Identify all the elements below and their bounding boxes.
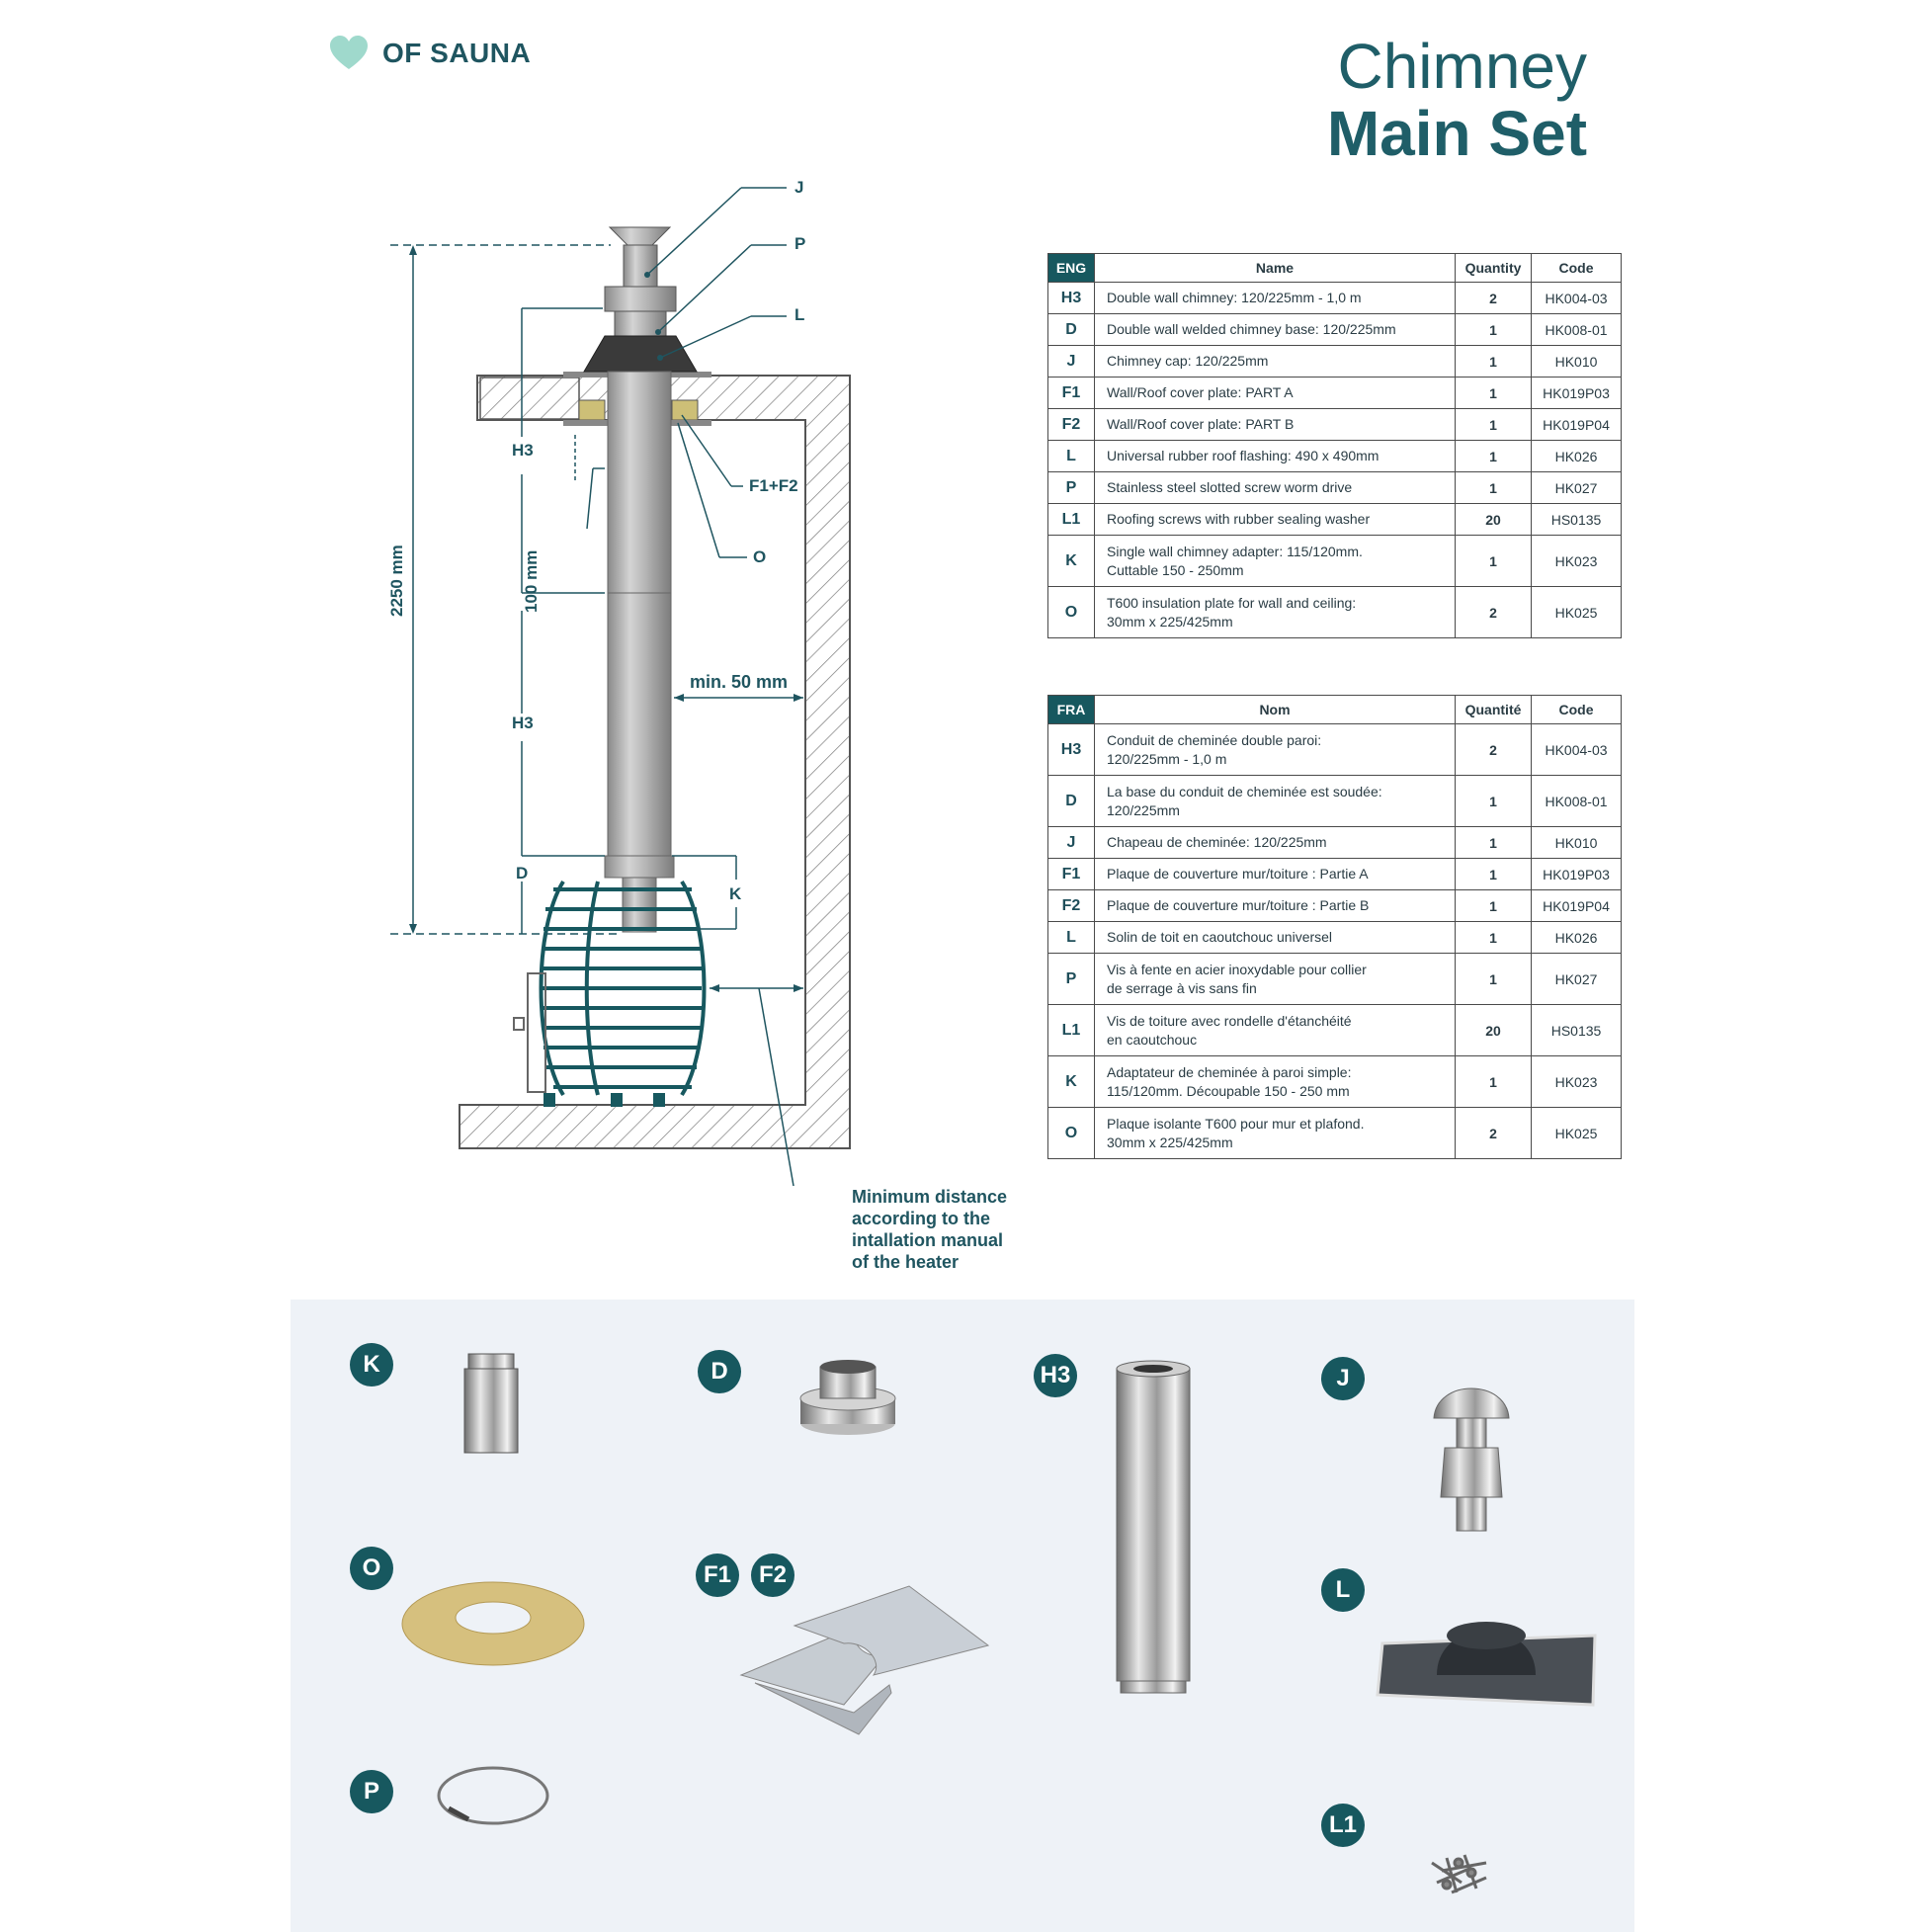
part-quantity: 2	[1456, 587, 1532, 638]
part-quantity: 20	[1456, 1005, 1532, 1056]
part-name	[1095, 1005, 1456, 1056]
part-name-line: 30mm x 225/425mm	[1107, 1134, 1233, 1150]
table-row	[1048, 890, 1622, 922]
table-header-row	[1048, 254, 1622, 283]
col-code: Code	[1532, 254, 1622, 283]
product-code: HS0135	[1532, 504, 1622, 536]
part-quantity: 1	[1456, 314, 1532, 346]
part-name	[1095, 1056, 1456, 1108]
part-name	[1095, 378, 1456, 409]
part-quantity: 1	[1456, 536, 1532, 587]
label-d: D	[516, 864, 529, 882]
part-code: D	[1048, 776, 1095, 827]
label-f1f2: F1+F2	[749, 476, 798, 495]
product-code: HK019P04	[1532, 890, 1622, 922]
product-code: HK025	[1532, 587, 1622, 638]
table-row	[1048, 776, 1622, 827]
part-code: O	[1048, 1108, 1095, 1159]
table-row	[1048, 1005, 1622, 1056]
part-code: F2	[1048, 890, 1095, 922]
badge-p: P	[350, 1770, 393, 1813]
part-j-image	[1434, 1388, 1509, 1531]
part-quantity: 1	[1456, 922, 1532, 954]
table-row	[1048, 378, 1622, 409]
part-code: K	[1048, 1056, 1095, 1108]
product-code: HK019P03	[1532, 378, 1622, 409]
label-l: L	[794, 305, 805, 324]
product-code: HK019P04	[1532, 409, 1622, 441]
part-name	[1095, 922, 1456, 954]
part-code: F2	[1048, 409, 1095, 441]
part-code: P	[1048, 954, 1095, 1005]
part-name	[1095, 346, 1456, 378]
product-code: HK008-01	[1532, 776, 1622, 827]
part-d-image	[800, 1360, 895, 1435]
part-o-image	[402, 1582, 584, 1665]
parts-table-eng	[1047, 253, 1622, 638]
part-name	[1095, 1108, 1456, 1159]
page-title-line1: Chimney	[1337, 31, 1587, 102]
part-code: P	[1048, 472, 1095, 504]
part-name	[1095, 283, 1456, 314]
label-h3-top: H3	[512, 441, 534, 460]
col-name: Name	[1095, 254, 1456, 283]
part-name	[1095, 827, 1456, 859]
part-p-image	[439, 1768, 547, 1823]
heart-icon	[329, 36, 369, 71]
part-name-line: Vis à fente en acier inoxydable pour collier	[1107, 961, 1367, 977]
part-code: F1	[1048, 859, 1095, 890]
part-quantity: 1	[1456, 859, 1532, 890]
part-name-line: Cuttable 150 - 250mm	[1107, 561, 1244, 578]
part-name-line: Wall/Roof cover plate: PART B	[1107, 416, 1295, 432]
note-line: according to the	[852, 1209, 991, 1228]
part-name-line: en caoutchouc	[1107, 1031, 1198, 1048]
part-name	[1095, 441, 1456, 472]
label-100mm: 100 mm	[522, 549, 541, 613]
note-line: of the heater	[852, 1252, 960, 1272]
table-row	[1048, 922, 1622, 954]
part-code: D	[1048, 314, 1095, 346]
part-name-line: Double wall welded chimney base: 120/225mm	[1107, 321, 1396, 337]
part-name	[1095, 587, 1456, 638]
part-name-line: T600 insulation plate for wall and ceiling:	[1107, 594, 1357, 611]
col-lang: ENG	[1048, 254, 1095, 283]
table-row	[1048, 724, 1622, 776]
product-code: HK023	[1532, 536, 1622, 587]
product-code: HK026	[1532, 441, 1622, 472]
part-name-line: Chimney cap: 120/225mm	[1107, 353, 1269, 369]
parts-illustrations	[291, 1300, 1634, 1932]
part-code: O	[1048, 587, 1095, 638]
table-row	[1048, 1108, 1622, 1159]
part-code: H3	[1048, 724, 1095, 776]
product-code: HK004-03	[1532, 724, 1622, 776]
part-name	[1095, 859, 1456, 890]
product-code: HK026	[1532, 922, 1622, 954]
col-quantity: Quantity	[1456, 254, 1532, 283]
part-name-line: Solin de toit en caoutchouc universel	[1107, 929, 1333, 945]
part-code: L	[1048, 922, 1095, 954]
badge-h3: H3	[1034, 1354, 1077, 1397]
product-code: HK008-01	[1532, 314, 1622, 346]
badge-o: O	[350, 1547, 393, 1590]
badge-f2: F2	[751, 1554, 794, 1597]
table-row	[1048, 954, 1622, 1005]
part-l1-image	[1432, 1855, 1486, 1892]
part-code: L1	[1048, 504, 1095, 536]
part-quantity: 2	[1456, 1108, 1532, 1159]
part-name	[1095, 536, 1456, 587]
table-body	[1048, 283, 1622, 638]
part-quantity: 1	[1456, 776, 1532, 827]
label-k: K	[729, 884, 742, 903]
part-code: L	[1048, 441, 1095, 472]
badge-l1: L1	[1321, 1804, 1365, 1847]
part-name-line: de serrage à vis sans fin	[1107, 979, 1257, 996]
parts-panel	[291, 1300, 1634, 1932]
part-name-line: Wall/Roof cover plate: PART A	[1107, 384, 1294, 400]
table-body	[1048, 724, 1622, 1159]
part-quantity: 2	[1456, 724, 1532, 776]
part-l-image	[1378, 1622, 1595, 1705]
parts-table-fra	[1047, 695, 1622, 1159]
product-code: HK023	[1532, 1056, 1622, 1108]
part-name-line: La base du conduit de cheminée est soudée:	[1107, 783, 1382, 799]
part-name-line: Single wall chimney adapter: 115/120mm.	[1107, 543, 1363, 559]
heater-distance-note	[852, 1186, 1007, 1273]
chimney-pipe	[584, 227, 697, 932]
part-name-line: Vis de toiture avec rondelle d'étanchéité	[1107, 1012, 1352, 1029]
table-row	[1048, 441, 1622, 472]
part-quantity: 1	[1456, 378, 1532, 409]
part-code: J	[1048, 827, 1095, 859]
part-name-line: 120/225mm	[1107, 801, 1180, 818]
part-quantity: 1	[1456, 472, 1532, 504]
brand-name: OF SAUNA	[382, 38, 532, 68]
label-min50: min. 50 mm	[690, 672, 789, 692]
part-quantity: 2	[1456, 283, 1532, 314]
table-row	[1048, 346, 1622, 378]
badge-k: K	[350, 1343, 393, 1386]
part-name-line: Plaque isolante T600 pour mur et plafond.	[1107, 1115, 1365, 1132]
part-name	[1095, 890, 1456, 922]
product-code: HK010	[1532, 827, 1622, 859]
part-quantity: 1	[1456, 346, 1532, 378]
part-name	[1095, 954, 1456, 1005]
part-code: J	[1048, 346, 1095, 378]
table-row	[1048, 536, 1622, 587]
table-row	[1048, 504, 1622, 536]
product-code: HS0135	[1532, 1005, 1622, 1056]
col-quantite: Quantité	[1456, 696, 1532, 724]
product-code: HK010	[1532, 346, 1622, 378]
table-row	[1048, 472, 1622, 504]
part-name	[1095, 409, 1456, 441]
badge-l: L	[1321, 1568, 1365, 1612]
label-p: P	[794, 234, 806, 253]
badge-j: J	[1321, 1357, 1365, 1400]
table-header-row	[1048, 696, 1622, 724]
product-code: HK027	[1532, 472, 1622, 504]
part-quantity: 1	[1456, 441, 1532, 472]
brand	[329, 36, 531, 71]
part-name-line: Stainless steel slotted screw worm drive	[1107, 479, 1353, 495]
table-row	[1048, 587, 1622, 638]
part-name-line: Plaque de couverture mur/toiture : Partie A	[1107, 866, 1369, 882]
part-name-line: Plaque de couverture mur/toiture : Partie B	[1107, 897, 1370, 913]
page-title-line2: Main Set	[1326, 98, 1587, 169]
col-nom: Nom	[1095, 696, 1456, 724]
part-name-line: Roofing screws with rubber sealing washer	[1107, 511, 1371, 527]
product-code: HK019P03	[1532, 859, 1622, 890]
badge-d: D	[698, 1350, 741, 1393]
part-name	[1095, 504, 1456, 536]
part-quantity: 1	[1456, 409, 1532, 441]
product-code: HK004-03	[1532, 283, 1622, 314]
part-f1f2-image	[741, 1586, 988, 1734]
part-name-line: Double wall chimney: 120/225mm - 1,0 m	[1107, 290, 1362, 305]
table-row	[1048, 827, 1622, 859]
label-2250mm: 2250 mm	[387, 545, 406, 617]
part-quantity: 1	[1456, 827, 1532, 859]
badge-f1: F1	[696, 1554, 739, 1597]
part-code: F1	[1048, 378, 1095, 409]
note-line: Minimum distance	[852, 1187, 1008, 1207]
part-name-line: 30mm x 225/425mm	[1107, 613, 1233, 630]
label-o: O	[753, 547, 767, 566]
part-k-image	[464, 1354, 518, 1453]
part-name-line: Chapeau de cheminée: 120/225mm	[1107, 834, 1327, 850]
product-code: HK027	[1532, 954, 1622, 1005]
part-name-line: Adaptateur de cheminée à paroi simple:	[1107, 1063, 1352, 1080]
part-quantity: 1	[1456, 890, 1532, 922]
part-name-line: Universal rubber roof flashing: 490 x 490mm	[1107, 448, 1380, 463]
product-code: HK025	[1532, 1108, 1622, 1159]
table-row	[1048, 314, 1622, 346]
sauna-heater	[514, 882, 705, 1105]
note-line: intallation manual	[852, 1230, 1004, 1250]
part-name	[1095, 776, 1456, 827]
part-name-line: 120/225mm - 1,0 m	[1107, 750, 1227, 767]
part-quantity: 1	[1456, 954, 1532, 1005]
part-quantity: 20	[1456, 504, 1532, 536]
part-name	[1095, 314, 1456, 346]
part-code: H3	[1048, 283, 1095, 314]
part-name	[1095, 472, 1456, 504]
part-name-line: 115/120mm. Découpable 150 - 250 mm	[1107, 1082, 1350, 1099]
table-row	[1048, 1056, 1622, 1108]
label-j: J	[794, 178, 804, 197]
part-code: K	[1048, 536, 1095, 587]
table-row	[1048, 409, 1622, 441]
table-row	[1048, 283, 1622, 314]
part-code: L1	[1048, 1005, 1095, 1056]
part-name-line: Conduit de cheminée double paroi:	[1107, 731, 1322, 748]
col-lang: FRA	[1048, 696, 1095, 724]
label-h3-mid: H3	[512, 714, 534, 732]
part-quantity: 1	[1456, 1056, 1532, 1108]
col-code: Code	[1532, 696, 1622, 724]
part-h3-image	[1117, 1361, 1190, 1693]
part-name	[1095, 724, 1456, 776]
table-row	[1048, 859, 1622, 890]
